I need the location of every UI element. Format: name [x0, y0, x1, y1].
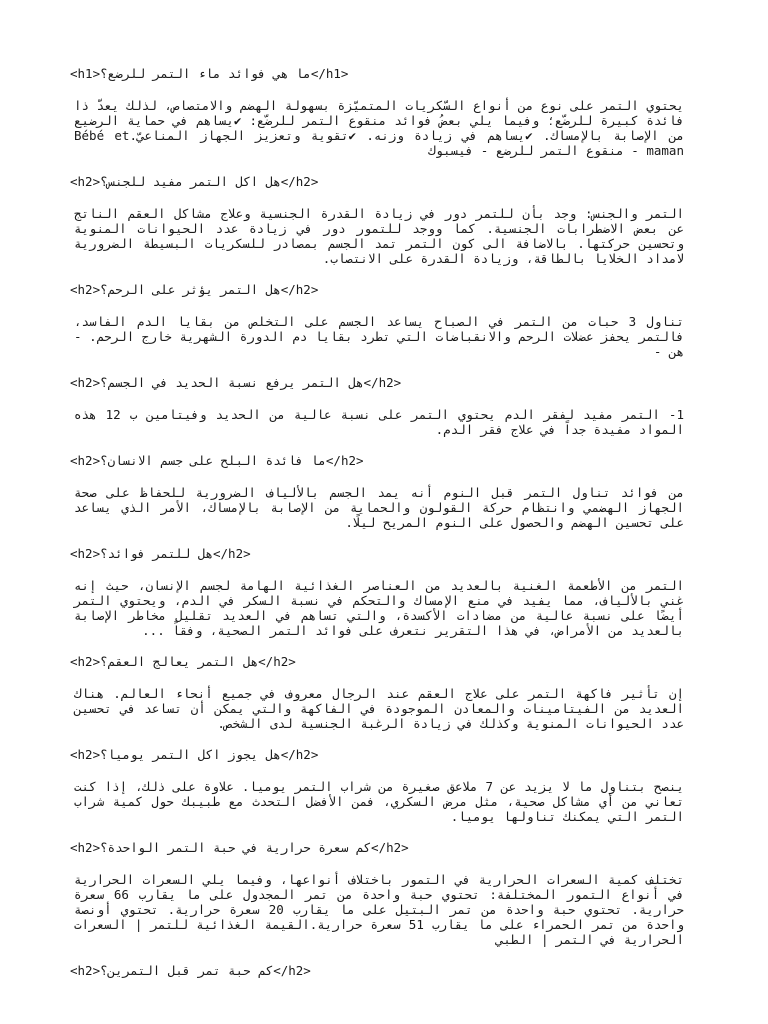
section-paragraph: من فوائد تناول التمر قبل النوم أنه يمد الجسم بالألياف الضرورية للحفاظ على صحة الجهاز الهضمي وانتظام حركة القولون والحماية من الإصابة بالإمساك، الأمر الذي يساعد على تحسين الهضم والحصول على النوم المريح ليلًا.: [74, 485, 684, 530]
section-heading: <h2>هل التمر يعالج العقم؟</h2>: [70, 654, 296, 669]
section-heading: <h2>ما فائدة البلح على جسم الانسان؟</h2>: [70, 453, 364, 468]
section-paragraph: يحتوي التمر على نوع من أنواع السّكريات المتميّزة بسهولة الهضم والامتصاص، لذلك يعدّ ذا فائدة كبيرة للرضّع؛ وفيما يلي بعضُ فوائد منقوع التمر للرضّع: ✔يساهم في حماية الرضيع من الإصابة بالإمساك. ✔يساهم في زيادة وزنه. ✔تقوية وتعزيز الجهاز المناعيّ.Bébé et maman - منقوع التمر للرضع - فيسبوك: [74, 98, 685, 158]
section-paragraph: تختلف كمية السعرات الحرارية في التمور باختلاف أنواعها، وفيما يلي السعرات الحرارية في أنواع التمور المختلفة: تحتوي حبة واحدة من تمر المجدول على ما يقارب 66 سعرة حرارية. تحتوي حبة واحدة من تمر البتيل على ما يقارب 20 سعرة حرارية. تحتوي أونصة واحدة من تمر الحمراء على ما يقارب 51 سعرة حرارية.القيمة الغذائية للتمر | السعرات الحرارية في التمر | الطبي: [74, 872, 684, 947]
section-heading: <h2>هل التمر يرفع نسبة الحديد في الجسم؟</h2>: [70, 375, 402, 390]
section-paragraph: التمر والجنس: وجد بأن للتمر دور في زيادة القدرة الجنسية وعلاج مشاكل العقم الناتج عن بعض الاضطرابات الجنسية. كما ووجد للتمور دور في زيادة عدد الحيوانات المنوية وتحسين حركتها. بالاضافة الى كون التمر تمد الجسم بمصادر للسكريات البسيطة الضرورية لامداد الخلايا بالطاقة، وزيادة القدرة على الانتصاب.: [74, 206, 684, 266]
section-paragraph: تناول 3 حبات من التمر في الصباح يساعد الجسم على التخلص من بقايا الدم الفاسد، فالتمر يحفز عضلات الرحم والانقباضات التي تطرد بقايا دم الدورة الشهرية خارج الرحم. - هن -: [74, 314, 684, 359]
section-heading: <h2>هل يجوز اكل التمر يوميا؟</h2>: [70, 747, 319, 762]
section-heading: <h2>هل اكل التمر مفيد للجنس؟</h2>: [70, 174, 319, 189]
section-heading: <h2>كم سعرة حرارية في حبة التمر الواحدة؟</h2>: [70, 840, 409, 855]
section-heading: <h2>كم حبة تمر قبل التمرين؟</h2>: [70, 963, 311, 978]
page-title: <h1>ما هي فوائد ماء التمر للرضع؟</h1>: [70, 66, 349, 81]
section-paragraph: إن تأثير فاكهة التمر على علاج العقم عند الرجال معروف في جميع أنحاء العالم. هناك العديد من الفيتامينات والمعادن الموجودة في الفاكهة والتي يمكن أن تساعد في تحسين عدد الحيوانات المنوية وكذلك في زيادة الرغبة الجنسية لدى الشخص.: [74, 686, 684, 731]
section-heading: <h2>هل التمر يؤثر على الرحم؟</h2>: [70, 282, 319, 297]
section-heading: <h2>هل للتمر فوائد؟</h2>: [70, 546, 251, 561]
section-paragraph: 1- التمر مفيد لفقر الدم يحتوي التمر على نسبة عالية من الحديد وفيتامين ب 12 هذه المواد مفيدة جداً في علاج فقر الدم.: [74, 407, 684, 437]
section-paragraph: ينصح بتناول ما لا يزيد عن 7 ملاعق صغيرة من شراب التمر يوميا. علاوة على ذلك، إذا كنت تعاني من أي مشاكل صحية، مثل مرض السكري، فمن الأفضل التحدث مع طبيبك حول كمية شراب التمر التي يمكنك تناولها يوميا.: [74, 779, 684, 824]
section-paragraph: التمر من الأطعمة الغنية بالعديد من العناصر الغذائية الهامة لجسم الإنسان، حيث إنه غني بالألياف، مما يفيد في منع الإمساك والتحكم في نسبة السكر في الدم، ويحتوي التمر أيضًا على نسبة عالية من مضادات الأكسدة، والتي تساهم في العديد تقليل مخاطر الإصابة بالعديد من الأمراض، في هذا التقرير نتعرف على فوائد التمر الصحية، وفقاً ...: [74, 578, 684, 638]
